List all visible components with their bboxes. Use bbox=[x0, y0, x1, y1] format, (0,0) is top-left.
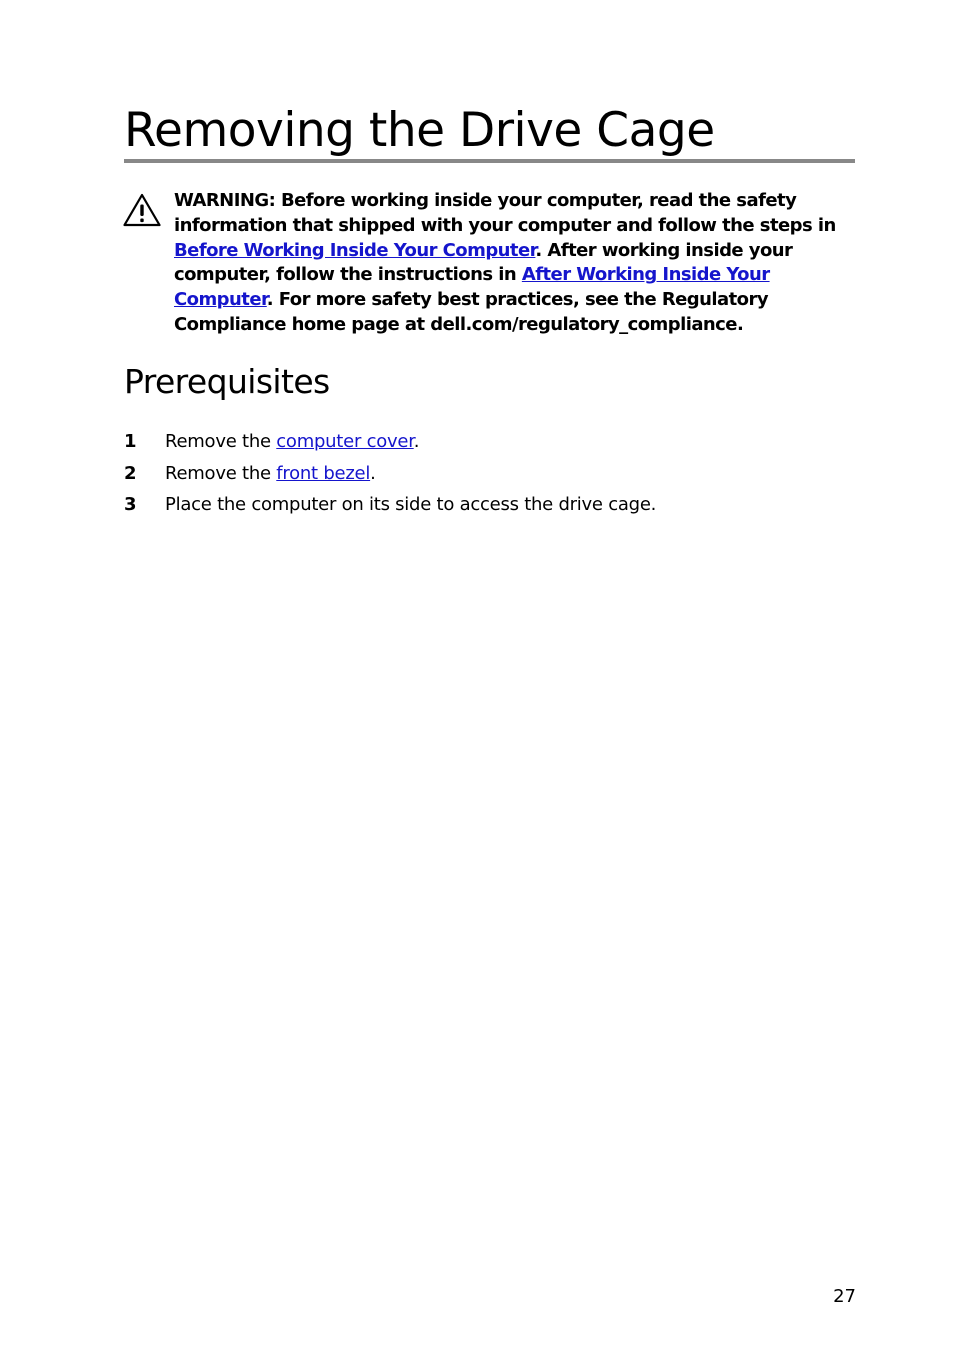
front-bezel-link[interactable]: front bezel bbox=[276, 462, 371, 484]
warning-text bbox=[174, 189, 864, 338]
step-text-after: . bbox=[370, 462, 376, 484]
page-number: 27 bbox=[833, 1286, 856, 1307]
warning-triangle-icon bbox=[123, 193, 161, 227]
computer-cover-link[interactable]: computer cover bbox=[276, 431, 414, 452]
step-text-after: . bbox=[413, 431, 420, 452]
step-text-before: Remove the bbox=[165, 462, 277, 484]
after-working-link[interactable]: After Working Inside Your Computer bbox=[174, 264, 770, 311]
step-text-before: Remove the bbox=[165, 431, 277, 452]
before-working-link[interactable]: Before Working Inside Your Computer bbox=[174, 239, 536, 261]
warning-text-part-2: . After working inside your computer, follow the instructions in bbox=[174, 239, 793, 286]
step-text bbox=[165, 428, 419, 456]
page-title: Removing the Drive Cage bbox=[124, 103, 715, 158]
title-rule bbox=[124, 159, 855, 163]
step-number: 3 bbox=[124, 494, 137, 515]
warning-text-part-3: . For more safety best practices, see the Regulatory Compliance home page at dell.com/regulatory_compliance. bbox=[174, 289, 769, 335]
step-number: 1 bbox=[124, 431, 137, 452]
step-number: 2 bbox=[124, 462, 137, 484]
step-text: Place the computer on its side to access the drive cage. bbox=[165, 494, 657, 515]
step-text bbox=[165, 460, 376, 488]
prerequisites-heading: Prerequisites bbox=[124, 362, 330, 401]
warning-text-part-1: WARNING: Before working inside your computer, read the safety information that shipped with your computer and follow the steps in bbox=[174, 190, 836, 236]
